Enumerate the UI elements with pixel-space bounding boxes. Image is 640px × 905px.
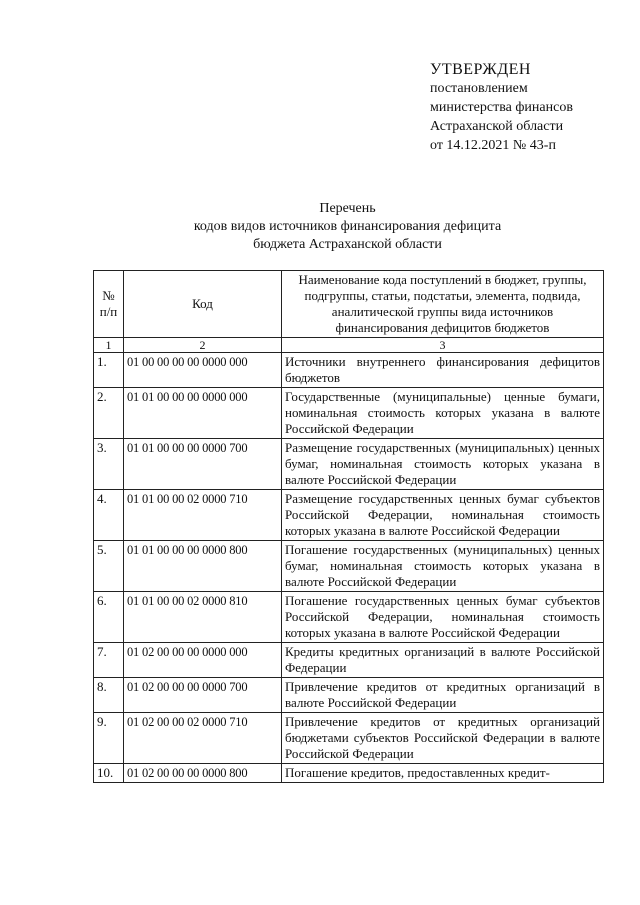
- row-num: 9.: [94, 713, 124, 764]
- row-num: 10.: [94, 764, 124, 783]
- title-line: бюджета Астраханской области: [253, 237, 442, 252]
- title-line: кодов видов источников финансирования дефицита: [193, 219, 502, 234]
- table-row: [94, 490, 604, 541]
- approval-block: [430, 60, 573, 155]
- table-row: [94, 713, 604, 764]
- approval-date: от 14.12.2021 № 43-п: [430, 138, 556, 153]
- row-code: 01 00 00 00 00 0000 000: [124, 353, 282, 388]
- table-row: [94, 678, 604, 713]
- row-name: Привлечение кредитов от кредитных организаций в валюте Российской Федерации: [282, 678, 604, 713]
- approval-line: Астраханской области: [430, 119, 564, 134]
- table-row: [94, 541, 604, 592]
- title-line: Перечень: [319, 201, 376, 216]
- header-name: Наименование кода поступлений в бюджет, группы, подгруппы, статьи, подстатьи, элемента, подвида, аналитической группы вида источников финансирования дефицитов бюджетов: [282, 271, 604, 338]
- row-name: Размещение государственных (муниципальных) ценных бумаг, номинальная стоимость которых указана в валюте Российской Федерации: [282, 439, 604, 490]
- row-code: 01 01 00 00 00 0000 700: [124, 439, 282, 490]
- approval-line: постановлением: [430, 81, 528, 96]
- row-name: Размещение государственных ценных бумаг субъектов Российской Федерации, номинальная стоимость которых указана в валюте Российской Федерации: [282, 490, 604, 541]
- row-name: Источники внутреннего финансирования дефицитов бюджетов: [282, 353, 604, 388]
- row-num: 8.: [94, 678, 124, 713]
- approval-heading: УТВЕРЖДЕН: [430, 61, 531, 78]
- document-title: [120, 200, 575, 254]
- table-row: [94, 439, 604, 490]
- table-row: [94, 643, 604, 678]
- table-row: [94, 388, 604, 439]
- column-number-row: [94, 338, 604, 353]
- row-code: 01 02 00 00 02 0000 710: [124, 713, 282, 764]
- codes-table: [93, 270, 604, 783]
- row-name: Погашение государственных ценных бумаг субъектов Российской Федерации, номинальная стоимость которых указана в валюте Российской Федерации: [282, 592, 604, 643]
- column-number: 1: [94, 338, 124, 353]
- column-number: 2: [124, 338, 282, 353]
- row-num: 1.: [94, 353, 124, 388]
- header-code: Код: [124, 271, 282, 338]
- row-name: Привлечение кредитов от кредитных организаций бюджетами субъектов Российской Федерации в валюте Российской Федерации: [282, 713, 604, 764]
- row-name: [282, 764, 604, 783]
- row-name: Погашение государственных (муниципальных) ценных бумаг, номинальная стоимость которых указана в валюте Российской Федерации: [282, 541, 604, 592]
- table-row: [94, 353, 604, 388]
- table-row: [94, 764, 604, 783]
- row-code: 01 01 00 00 02 0000 710: [124, 490, 282, 541]
- row-num: 6.: [94, 592, 124, 643]
- column-number: 3: [282, 338, 604, 353]
- row-code: 01 01 00 00 02 0000 810: [124, 592, 282, 643]
- row-name-text: Погашение кредитов, предоставленных кредит-: [285, 765, 550, 779]
- approval-line: министерства финансов: [430, 100, 573, 115]
- row-code: 01 02 00 00 00 0000 700: [124, 678, 282, 713]
- row-num: 3.: [94, 439, 124, 490]
- row-code: 01 02 00 00 00 0000 000: [124, 643, 282, 678]
- row-name: Государственные (муниципальные) ценные бумаги, номинальная стоимость которых указана в валюте Российской Федерации: [282, 388, 604, 439]
- row-num: 5.: [94, 541, 124, 592]
- row-code: 01 01 00 00 00 0000 000: [124, 388, 282, 439]
- row-name: Кредиты кредитных организаций в валюте Российской Федерации: [282, 643, 604, 678]
- row-num: 7.: [94, 643, 124, 678]
- row-num: 4.: [94, 490, 124, 541]
- row-code: 01 02 00 00 00 0000 800: [124, 764, 282, 783]
- table-header-row: [94, 271, 604, 338]
- row-num: 2.: [94, 388, 124, 439]
- table-row: [94, 592, 604, 643]
- row-code: 01 01 00 00 00 0000 800: [124, 541, 282, 592]
- header-num: № п/п: [94, 271, 124, 338]
